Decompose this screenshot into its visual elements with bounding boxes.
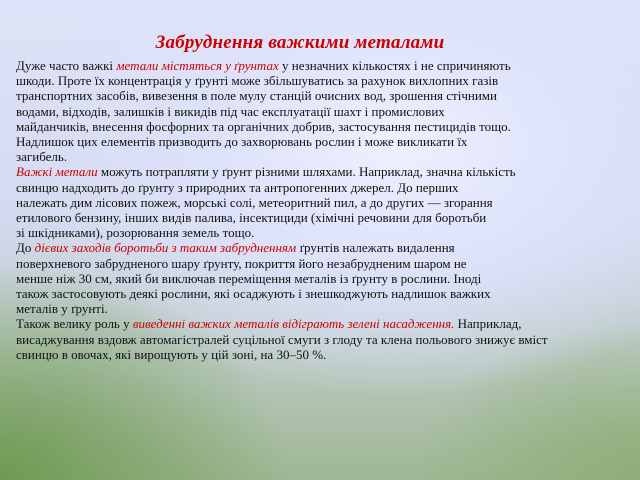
text-line <box>16 271 616 286</box>
text-line <box>16 149 616 164</box>
text-line <box>16 104 616 119</box>
text-line <box>16 347 616 362</box>
text-segment: Дуже часто важкі <box>16 58 117 73</box>
text-segment: менше ніж 30 см, який би виключав переміщення металів із ґрунту в рослини. Іноді <box>16 270 482 286</box>
text-line <box>16 134 616 149</box>
slide-body-text <box>16 58 616 362</box>
highlighted-phrase: Важкі метали <box>16 164 98 180</box>
slide-title: Забруднення важкими металами <box>155 32 445 53</box>
text-segment: Надлишок цих елементів призводить до захворювань рослин і може викликати їх <box>16 134 468 150</box>
text-line <box>16 286 616 301</box>
text-line <box>16 225 616 240</box>
text-line <box>16 164 616 179</box>
text-line <box>16 256 616 271</box>
text-segment: у незначних кількостях і не спричиняють <box>278 58 511 73</box>
highlighted-phrase: дієвих заходів боротьби з таким забрудненням <box>34 240 297 256</box>
highlighted-phrase: метали містяться у ґрунтах <box>116 58 279 73</box>
text-segment: загибель. <box>16 149 68 165</box>
text-segment: водами, відходів, залишків і викидів під час експлуатації шахт і промислових <box>16 103 445 119</box>
text-segment: висаджування вздовж автомагістралей суцільної смуги з глоду та клена польового знижує вміст <box>16 331 548 347</box>
text-segment: також застосовують деякі рослини, які осаджують і знешкоджують надлишок важких <box>16 286 491 302</box>
text-line <box>16 240 616 255</box>
text-line <box>16 119 616 134</box>
text-segment: зі шкідниками), розорювання земель тощо. <box>16 225 255 241</box>
text-segment: транспортних засобів, вивезення в поле мулу станцій очисних вод, зрошення стічними <box>16 88 497 104</box>
text-segment: ґрунтів належать видалення <box>296 240 455 256</box>
text-segment: свинцю в овочах, які вирощують у цій зоні, на 30–50 %. <box>16 346 327 362</box>
text-segment: Наприклад, <box>454 316 522 332</box>
highlighted-phrase: виведенні важких металів відіграють зелені насадження. <box>132 316 455 332</box>
text-line <box>16 316 616 331</box>
text-segment: шкоди. Проте їх концентрація у ґрунті може збільшуватись за рахунок вихлопних газів <box>16 73 499 89</box>
text-line <box>16 180 616 195</box>
text-segment: етилового бензину, інших видів палива, інсектициди (хімічні речовини для боротьби <box>16 210 487 226</box>
text-segment: поверхневого забрудненого шару ґрунту, покриття його незабрудненим шаром не <box>16 255 467 271</box>
text-line <box>16 195 616 210</box>
text-segment: До <box>16 240 35 256</box>
text-segment: свинцю надходить до ґрунту з природних та антропогенних джерел. До перших <box>16 179 459 195</box>
text-segment: майданчиків, внесення фосфорних та органічних добрив, застосування пестицидів тощо. <box>16 118 511 134</box>
text-line <box>16 58 616 73</box>
text-line <box>16 88 616 103</box>
text-segment: можуть потрапляти у ґрунт різними шляхами. Наприклад, значна кількість <box>97 164 516 180</box>
text-segment: Також велику роль у <box>16 316 133 332</box>
text-segment: металів у ґрунті. <box>16 301 108 317</box>
text-line <box>16 210 616 225</box>
text-line <box>16 301 616 316</box>
text-line <box>16 73 616 88</box>
text-line <box>16 332 616 347</box>
text-segment: належать дим лісових пожеж, морські солі, метеоритний пил, а до других — згорання <box>16 194 493 210</box>
